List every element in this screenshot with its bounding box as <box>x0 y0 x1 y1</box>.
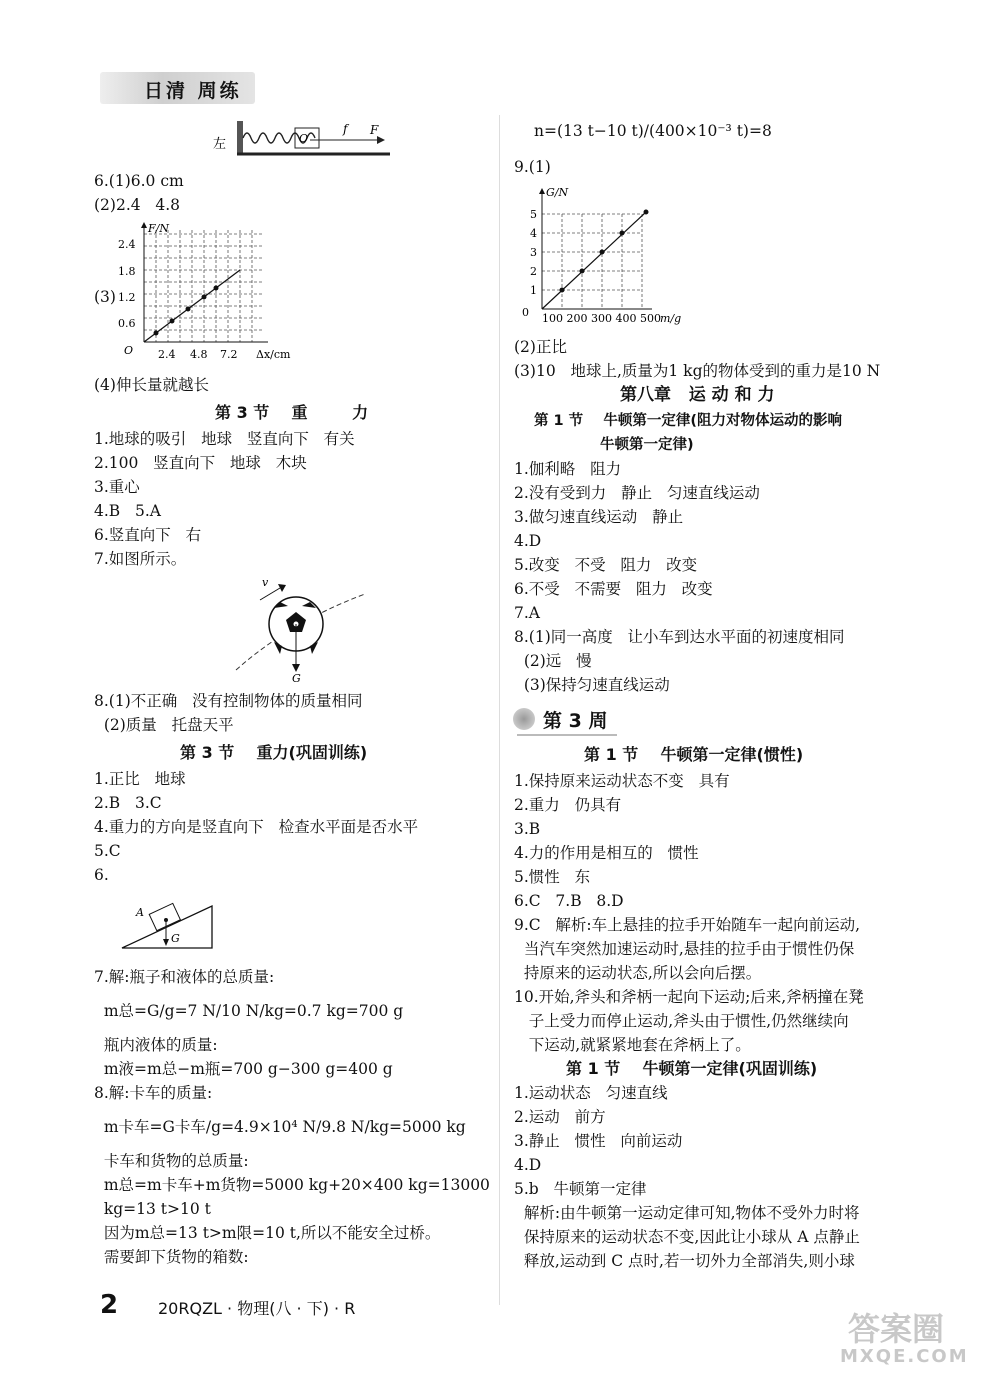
answer-line: 4.重力的方向是竖直向下 检查水平面是否水平 <box>94 818 419 836</box>
q6-4: (4)伸长量就越长 <box>94 376 209 394</box>
answer-line: 9.(1) <box>514 158 551 176</box>
F-label: F <box>370 123 379 137</box>
section-heading: 第 1 节 牛顿第一定律(巩固训练) <box>566 1059 818 1078</box>
week-mark-icon <box>513 708 535 730</box>
column-divider <box>499 115 500 1305</box>
q6-3: (3) <box>94 288 116 306</box>
gm-line <box>542 212 646 309</box>
answer-line: 2.没有受到力 静止 匀速直线运动 <box>514 484 760 502</box>
answer-line: 5.b 牛顿第一定律 <box>514 1180 647 1198</box>
formula-line: m卡车=G卡车/g=4.9×10⁴ N/9.8 N/kg=5000 kg <box>94 1118 466 1136</box>
gm-point <box>560 288 565 293</box>
fx-ytick: 1.2 <box>118 291 136 304</box>
watermark-line2: MXQE.COM <box>840 1346 969 1367</box>
section-heading: 第 1 节 牛顿第一定律(惯性) <box>584 745 804 764</box>
gm-ytick: 2 <box>530 265 537 278</box>
week-banner <box>513 704 623 734</box>
watermark-logo <box>830 1304 980 1374</box>
fx-grid <box>144 230 264 342</box>
answer-line: (2)质量 托盘天平 <box>94 716 234 734</box>
answer-line: (2)正比 <box>514 338 567 356</box>
gm-point <box>580 269 585 274</box>
answer-line: 2.运动 前方 <box>514 1108 606 1126</box>
slope-figure <box>118 892 218 952</box>
answer-line: 5.惯性 东 <box>514 868 591 886</box>
ball-figure <box>230 572 370 684</box>
fx-point <box>202 295 207 300</box>
slope-g-label: G <box>171 932 180 945</box>
gm-ytick: 5 <box>530 208 537 221</box>
answer-line: 6.不受 不需要 阻力 改变 <box>514 580 713 598</box>
gm-point <box>644 210 649 215</box>
answer-line: 释放,运动到 C 点时,若一切外力全部消失,则小球 <box>514 1252 855 1270</box>
watermark-line1: 答案圈 <box>848 1310 945 1348</box>
block-o-label: O <box>299 132 309 145</box>
answer-line: (3)保持匀速直线运动 <box>514 676 670 694</box>
block-a <box>149 903 180 930</box>
fx-point <box>186 307 191 312</box>
answer-line: 3.重心 <box>94 478 140 496</box>
velocity-arrow <box>260 588 280 600</box>
answer-line: 3.做匀速直线运动 静止 <box>514 508 684 526</box>
fx-xtick: 2.4 <box>158 348 176 361</box>
section-heading-cont: 牛顿第一定律) <box>600 437 694 453</box>
answer-line: 8.(1)不正确 没有控制物体的质量相同 <box>94 692 363 710</box>
answer-line: 7.A <box>514 604 540 622</box>
page-footer <box>100 1290 420 1330</box>
answer-line: 10.开始,斧头和斧柄一起向下运动;后来,斧柄撞在凳 <box>514 988 864 1006</box>
gm-origin: 0 <box>522 306 529 319</box>
gm-chart <box>512 182 712 332</box>
answer-line: 持原来的运动状态,所以会向后摆。 <box>514 964 762 982</box>
answer-line: 2.重力 仍具有 <box>514 796 622 814</box>
chapter-heading: 第八章 运 动 和 力 <box>620 385 775 405</box>
answer-line: 3.B <box>514 820 541 838</box>
f-label: f <box>343 122 348 136</box>
wall <box>237 121 243 155</box>
answer-line: 1.保持原来运动状态不变 具有 <box>514 772 730 790</box>
gm-ytick: 1 <box>530 284 537 297</box>
fx-xlabel: Δx/cm <box>256 348 291 361</box>
answer-line: 6.竖直向下 右 <box>94 526 202 544</box>
fx-point <box>214 286 219 291</box>
answer-line: 5.C <box>94 842 121 860</box>
formula-line: n=(13 t−10 t)/(400×10⁻³ t)=8 <box>534 122 772 140</box>
answer-line: 解析:由牛顿第一运动定律可知,物体不受外力时将 <box>514 1204 860 1222</box>
slope-a-label: A <box>136 906 144 919</box>
answer-line: 6. <box>94 866 109 884</box>
gm-ytick: 4 <box>530 227 537 240</box>
section-heading: 第 3 节 重力(巩固训练) <box>180 743 368 762</box>
v-label: v <box>262 576 269 589</box>
week-underline <box>517 734 617 736</box>
gm-xticks: 100 200 300 400 500 <box>542 312 661 325</box>
answer-line: 2.B 3.C <box>94 794 162 812</box>
answer-line: 9.C 解析:车上悬挂的拉手开始随车一起向前运动, <box>514 916 861 934</box>
fx-ytick: 1.8 <box>118 265 136 278</box>
gm-xlabel: m/g <box>660 312 682 325</box>
page-number: 2 <box>100 1290 119 1320</box>
answer-line: 下运动,就紧紧地套在斧柄上了。 <box>514 1036 751 1054</box>
answer-line: 保持原来的运动状态不变,因此让小球从 A 点静止 <box>514 1228 860 1246</box>
answer-line: 4.D <box>514 1156 542 1174</box>
answer-line: 7.如图所示。 <box>94 550 187 568</box>
section-heading: 第 3 节 重 力 <box>215 403 369 422</box>
answer-line: 当汽车突然加速运动时,悬挂的拉手由于惯性仍保 <box>514 940 855 958</box>
answer-line: 3.静止 惯性 向前运动 <box>514 1132 683 1150</box>
answer-line: 8.解:卡车的质量: <box>94 1084 213 1102</box>
answer-line: 2.100 竖直向下 地球 木块 <box>94 454 307 472</box>
answer-line: 8.(1)同一高度 让小车到达水平面的初速度相同 <box>514 628 845 646</box>
spring-figure <box>205 118 395 160</box>
answer-line: 需要卸下货物的箱数: <box>94 1248 249 1266</box>
fx-chart <box>110 220 310 370</box>
week-label: 第 3 周 <box>543 710 608 732</box>
answer-line: 因为m总=13 t>m限=10 t,所以不能安全过桥。 <box>94 1224 441 1242</box>
answer-line: 6.C 7.B 8.D <box>514 892 624 910</box>
answer-line: 7.解:瓶子和液体的总质量: <box>94 968 275 986</box>
answer-line: (3)10 地球上,质量为1 kg的物体受到的重力是10 N <box>514 362 881 380</box>
answer-line: 4.D <box>514 532 542 550</box>
answer-line: 4.力的作用是相互的 惯性 <box>514 844 699 862</box>
fx-ytick: 2.4 <box>118 238 136 251</box>
footer-text: 20RQZL · 物理(八 · 下) · R <box>158 1299 356 1318</box>
fx-xtick: 4.8 <box>190 348 208 361</box>
answer-line: 卡车和货物的总质量: <box>94 1152 249 1170</box>
answer-line: 瓶内液体的质量: <box>94 1036 218 1054</box>
formula-line: m液=m总−m瓶=700 g−300 g=400 g <box>94 1060 393 1078</box>
answer-line: 子上受力而停止运动,斧头由于惯性,仍然继续向 <box>514 1012 849 1030</box>
fx-point <box>170 319 175 324</box>
gm-ylabel: G/N <box>546 186 569 199</box>
answer-line: 4.B 5.A <box>94 502 161 520</box>
header-title: 日清 周练 <box>144 80 242 102</box>
answer-line: 1.地球的吸引 地球 竖直向下 有关 <box>94 430 355 448</box>
fx-ylabel: F/N <box>148 222 169 235</box>
header-banner <box>100 68 260 108</box>
q6-2: (2)2.4 4.8 <box>94 196 181 214</box>
fx-ytick: 0.6 <box>118 317 136 330</box>
q6-1: 6.(1)6.0 cm <box>94 172 184 190</box>
gm-point <box>600 250 605 255</box>
answer-line: 1.运动状态 匀速直线 <box>514 1084 668 1102</box>
formula-line: kg=13 t>10 t <box>94 1200 211 1218</box>
section-heading: 第 1 节 牛顿第一定律(阻力对物体运动的影响 <box>534 413 843 429</box>
formula-line: m总=m卡车+m货物=5000 kg+20×400 kg=13000 <box>94 1176 490 1194</box>
answer-line: (2)远 慢 <box>514 652 592 670</box>
fx-point <box>154 331 159 336</box>
answer-line: 1.伽利略 阻力 <box>514 460 622 478</box>
gm-point <box>620 231 625 236</box>
gm-ytick: 3 <box>530 246 537 259</box>
fx-xtick: 7.2 <box>220 348 238 361</box>
formula-line: m总=G/g=7 N/10 N/kg=0.7 kg=700 g <box>94 1002 404 1020</box>
g-label: G <box>292 672 301 684</box>
answer-line: 1.正比 地球 <box>94 770 186 788</box>
answer-line: 5.改变 不受 阻力 改变 <box>514 556 698 574</box>
spring-left-label: 左 <box>213 137 227 152</box>
fx-origin: O <box>124 344 134 357</box>
